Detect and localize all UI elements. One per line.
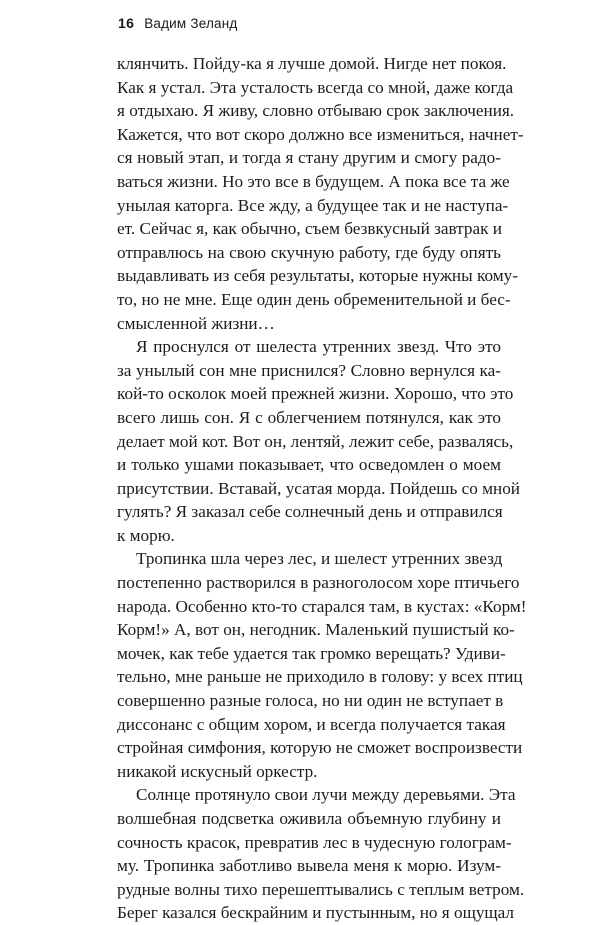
paragraph bbox=[117, 547, 527, 783]
text-line: клянчить. Пойду-ка я лучше домой. Нигде нет покоя. bbox=[117, 54, 507, 73]
text-line: му. Тропинка заботливо вывела меня к морю. Изум- bbox=[117, 856, 501, 876]
text-line: то, но не мне. Еще один день обременительной и бес- bbox=[117, 289, 511, 309]
paragraph bbox=[117, 783, 525, 925]
text-line: народа. Особенно кто-то старался там, в кустах: «Корм! bbox=[117, 596, 527, 616]
text-line: Берег казался бескрайним и пустынным, но я ощущал bbox=[117, 903, 514, 923]
text-line: и только ушами показывает, что осведомлен о моем bbox=[117, 455, 501, 475]
text-line: ваться жизни. Но это все в будущем. А пока все та же bbox=[117, 171, 510, 191]
text-line: мочек, как тебе удается так громко верещать? Удиви- bbox=[117, 643, 506, 663]
text-line: Кажется, что вот скоро должно все измениться, начнет- bbox=[117, 124, 524, 144]
text-line: совершенно разные голоса, но ни один не вступает в bbox=[117, 691, 504, 711]
text-line: никакой искусный оркестр. bbox=[117, 761, 318, 781]
text-line: ся новый этап, и тогда я стану другим и смогу радо- bbox=[117, 148, 501, 168]
author-name: Вадим Зеланд bbox=[144, 16, 238, 31]
text-line: Как я устал. Эта усталость всегда со мной, даже когда bbox=[117, 77, 514, 97]
text-line: стройная симфония, которую не сможет воспроизвести bbox=[117, 738, 523, 758]
text-line: выдавливать из себя результаты, которые нужны кому- bbox=[117, 266, 518, 286]
text-line: постепенно растворился в разноголосом хоре птичьего bbox=[117, 573, 520, 593]
text-line: волшебная подсветка оживила объемную глубину и bbox=[117, 809, 501, 828]
text-line: ет. Сейчас я, как обычно, съем безвкусный завтрак и bbox=[117, 219, 502, 239]
body-text bbox=[117, 52, 527, 925]
text-line: тельно, мне раньше не приходило в голову: у всех птиц bbox=[117, 667, 523, 687]
text-line: Солнце протянуло свои лучи между деревьями. Эта bbox=[136, 785, 516, 805]
text-line: диссонанс с общим хором, и всегда получается такая bbox=[117, 714, 506, 734]
text-line: рудные волны тихо перешептывались с теплым ветром. bbox=[117, 879, 525, 899]
text-line: присутствии. Вставай, усатая морда. Пойдешь со мной bbox=[117, 478, 521, 498]
text-line: всего лишь сон. Я с облегчением потянулся, как это bbox=[117, 407, 501, 427]
paragraph bbox=[117, 335, 521, 547]
text-line: за унылый сон мне приснился? Словно вернулся ка- bbox=[117, 360, 501, 380]
page-number: 16 bbox=[118, 15, 135, 31]
text-line: унылая каторга. Все жду, а будущее так и не наступа- bbox=[117, 195, 509, 215]
text-line: я отдыхаю. Я живу, словно отбываю срок заключения. bbox=[117, 101, 515, 121]
text-line: к морю. bbox=[117, 525, 175, 545]
text-line: отправлюсь на свою скучную работу, где буду опять bbox=[117, 242, 501, 262]
text-line: сочность красок, превратив лес в чудесную голограм- bbox=[117, 832, 512, 852]
text-line: гулять? Я заказал себе солнечный день и отправился bbox=[117, 502, 503, 522]
text-line: Корм!» А, вот он, негодник. Маленький пушистый ко- bbox=[117, 620, 515, 640]
running-header bbox=[118, 15, 237, 37]
paragraph bbox=[117, 52, 524, 335]
text-line: смысленной жизни… bbox=[117, 313, 275, 333]
text-line: Я проснулся от шелеста утренних звезд. Что это bbox=[136, 337, 501, 357]
text-line: кой-то осколок моей прежней жизни. Хорошо, что это bbox=[117, 384, 514, 404]
text-line: Тропинка шла через лес, и шелест утренних звезд bbox=[136, 549, 503, 569]
text-line: делает мой кот. Вот он, лентяй, лежит себе, развалясь, bbox=[117, 431, 514, 451]
